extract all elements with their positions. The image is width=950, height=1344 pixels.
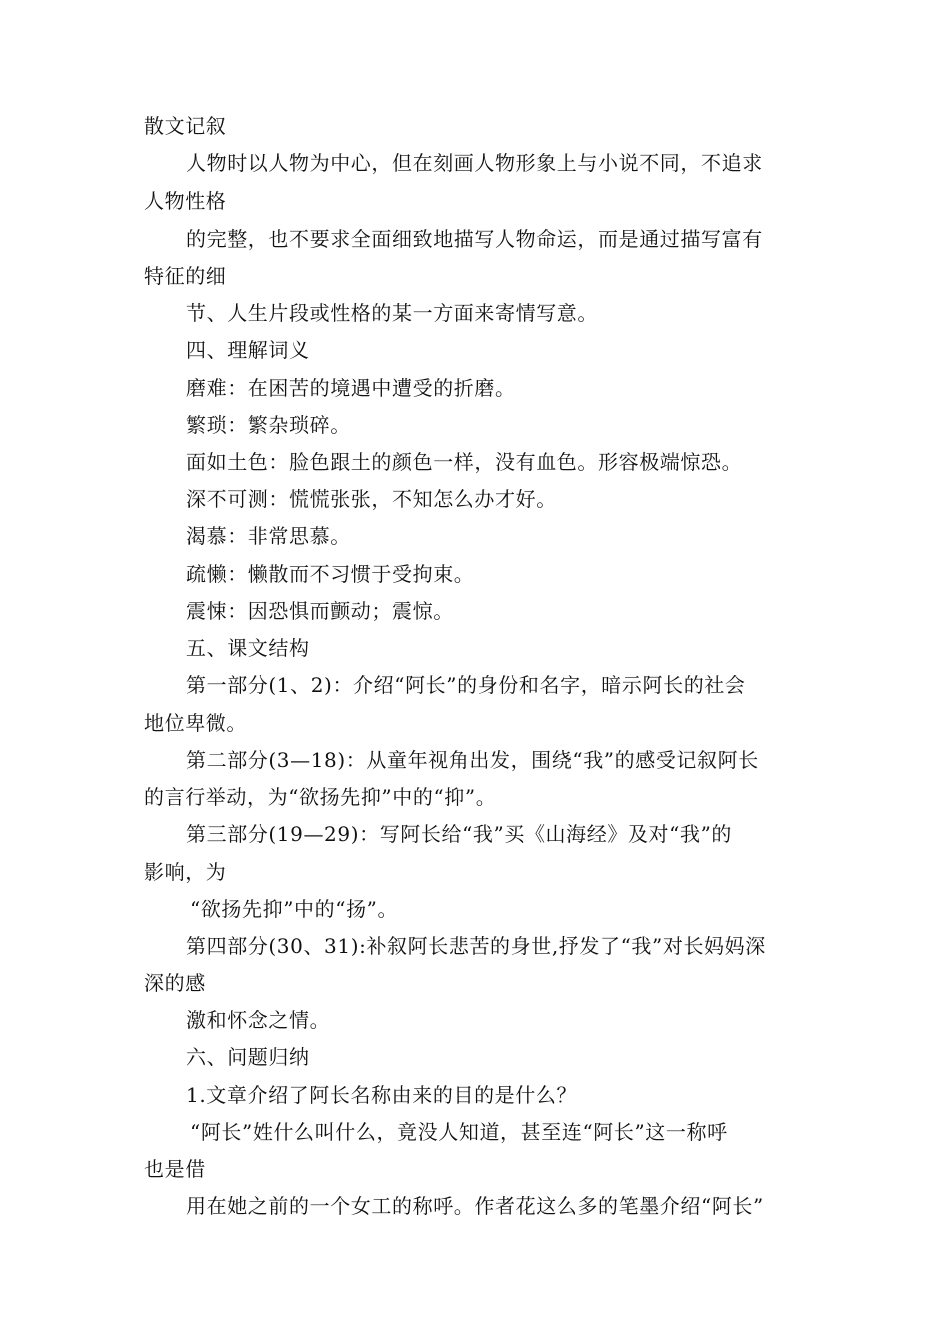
text-line: 影响，为 bbox=[144, 860, 227, 884]
section-heading: 五、课文结构 bbox=[186, 636, 310, 660]
text-line: “欲扬先抑”中的“扬”。 bbox=[190, 897, 399, 921]
vocab-item: 震悚：因恐惧而颤动；震惊。 bbox=[186, 599, 454, 623]
text-line: 第一部分(1、2)：介绍“阿长”的身份和名字，暗示阿长的社会 bbox=[186, 673, 746, 697]
text-line: 人物性格 bbox=[144, 189, 227, 213]
vocab-item: 深不可测：慌慌张张，不知怎么办才好。 bbox=[186, 487, 557, 511]
vocab-item: 渴慕：非常思慕。 bbox=[186, 524, 351, 548]
text-line: 第四部分(30、31):补叙阿长悲苦的身世,抒发了“我”对长妈妈深 bbox=[186, 934, 766, 958]
text-line: 第三部分(19—29)：写阿长给“我”买《山海经》及对“我”的 bbox=[186, 822, 733, 846]
vocab-item: 磨难：在困苦的境遇中遭受的折磨。 bbox=[186, 376, 516, 400]
text-line: 散文记叙 bbox=[144, 114, 227, 138]
text-line: 的言行举动，为“欲扬先抑”中的“抑”。 bbox=[144, 785, 497, 809]
text-line: 第二部分(3—18)：从童年视角出发，围绕“我”的感受记叙阿长 bbox=[186, 748, 759, 772]
text-line: 特征的细 bbox=[144, 264, 227, 288]
question-heading: 1.文章介绍了阿长名称由来的目的是什么？ bbox=[186, 1083, 578, 1107]
text-line: 节、人生片段或性格的某一方面来寄情写意。 bbox=[186, 301, 598, 325]
section-heading: 六、问题归纳 bbox=[186, 1045, 310, 1069]
text-line: “阿长”姓什么叫什么，竟没人知道，甚至连“阿长”这一称呼 bbox=[190, 1120, 728, 1144]
vocab-item: 面如土色：脸色跟土的颜色一样，没有血色。形容极端惊恐。 bbox=[186, 450, 743, 474]
text-line: 的完整，也不要求全面细致地描写人物命运，而是通过描写富有 bbox=[186, 227, 763, 251]
section-heading: 四、理解词义 bbox=[186, 338, 310, 362]
vocab-item: 繁琐：繁杂琐碎。 bbox=[186, 413, 351, 437]
vocab-item: 疏懒：懒散而不习惯于受拘束。 bbox=[186, 562, 475, 586]
text-line: 也是借 bbox=[144, 1157, 206, 1181]
text-line: 地位卑微。 bbox=[144, 711, 247, 735]
text-line: 激和怀念之情。 bbox=[186, 1008, 331, 1032]
text-line: 用在她之前的一个女工的称呼。作者花这么多的笔墨介绍“阿长” bbox=[186, 1194, 764, 1218]
text-line: 深的感 bbox=[144, 971, 206, 995]
text-line: 人物时以人物为中心，但在刻画人物形象上与小说不同，不追求 bbox=[186, 151, 763, 175]
